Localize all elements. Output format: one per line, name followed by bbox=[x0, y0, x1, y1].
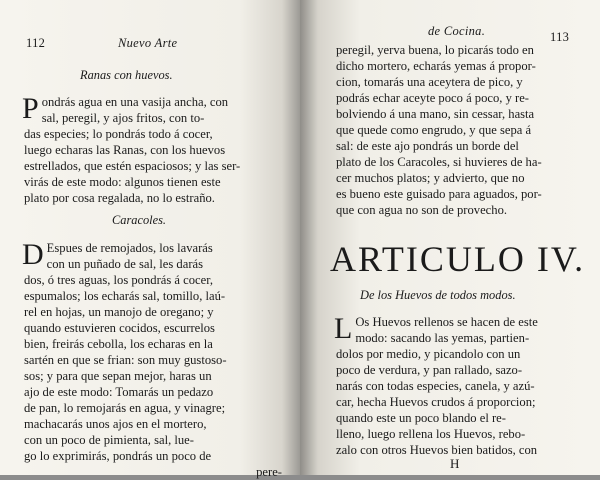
text-line: que con agua no son de provecho. bbox=[336, 203, 508, 217]
ranas-paragraph bbox=[24, 94, 282, 206]
heading-caracoles: Caracoles. bbox=[112, 213, 167, 227]
text-line: narás con todas especies, canela, y azú- bbox=[336, 379, 535, 393]
text-line: luego echaras las Ranas, con los huevos bbox=[24, 143, 226, 157]
text-line: plato por cosa regalada, no lo estraño. bbox=[24, 191, 215, 205]
right-page-number: 113 bbox=[550, 30, 570, 44]
right-running-title: de Cocina. bbox=[428, 24, 486, 38]
text-line: cer muchos platos; y advierto, que no bbox=[336, 171, 525, 185]
text-line: modo: sacando las yemas, partien- bbox=[355, 331, 530, 345]
caracoles-paragraph bbox=[24, 240, 282, 480]
text-line: das especies; lo pondrás todo á cocer, bbox=[24, 127, 213, 141]
text-line: poco de verdura, y pan rallado, sazo- bbox=[336, 363, 523, 377]
text-line: zalo con otros Huevos bien batidos, con bbox=[336, 443, 538, 457]
text-line: con un puñado de sal, les darás bbox=[46, 257, 203, 271]
text-line: estrellados, que estén espaciosos; y las ser- bbox=[24, 159, 241, 173]
left-page bbox=[0, 0, 300, 479]
heading-ranas: Ranas con huevos. bbox=[80, 68, 173, 82]
text-line: sartén en que se frian: son muy gustoso- bbox=[24, 353, 227, 367]
text-line: es bueno este guisado para aguados, por- bbox=[336, 187, 542, 201]
text-line: podrás echar aceyte poco á poco, y re- bbox=[336, 91, 530, 105]
text-line: bien, freirás cebolla, los echaras en la bbox=[24, 337, 213, 351]
text-line: dolos por medio, y picandolo con un bbox=[336, 347, 521, 361]
text-line: car, hecha Huevos crudos á proporcion; bbox=[336, 395, 536, 409]
continuation-paragraph bbox=[336, 42, 586, 218]
text-line: sal: de este ajo pondrás un borde del bbox=[336, 139, 519, 153]
text-line: quando este un poco blando el re- bbox=[336, 411, 506, 425]
text-line: dicho mortero, echarás yemas á propor- bbox=[336, 59, 536, 73]
text-line: que quede como engrudo, y que sepa á bbox=[336, 123, 532, 137]
text-line: espumalos; los echarás sal, tomillo, laú- bbox=[24, 289, 226, 303]
text-line: virás de este modo: algunos tienen este bbox=[24, 175, 221, 189]
text-line: sal, peregil, y ajos fritos, con to- bbox=[41, 111, 205, 125]
left-page-number: 112 bbox=[26, 36, 46, 50]
text-line: Espues de remojados, los lavarás bbox=[46, 241, 213, 255]
text-line: ajo de este modo: Tomarás un pedazo bbox=[24, 385, 214, 399]
drop-cap-l: L bbox=[334, 312, 353, 345]
text-line: Os Huevos rellenos se hacen de este bbox=[355, 315, 538, 329]
article-heading: ARTICULO IV. bbox=[330, 239, 586, 279]
right-page bbox=[300, 0, 600, 475]
text-line: machacarás unos ajos en el mortero, bbox=[24, 417, 207, 431]
text-line: ondrás agua en una vasija ancha, con bbox=[41, 95, 229, 109]
text-line: cion, tomarás una aceytera de pico, y bbox=[336, 75, 523, 89]
text-line: peregil, yerva buena, lo picarás todo en bbox=[336, 43, 534, 57]
drop-cap-p: P bbox=[22, 92, 39, 125]
text-line: sos; y para que sepan mejor, haras un bbox=[24, 369, 212, 383]
text-line: go lo exprimirás, pondrás un poco de bbox=[24, 449, 212, 463]
catchword: pere- bbox=[256, 465, 282, 479]
text-line: plato de los Caracoles, si huvieres de ha- bbox=[336, 155, 542, 169]
text-line: con un poco de pimienta, sal, lue- bbox=[24, 433, 194, 447]
text-line: dos, ó tres aguas, los pondrás á cocer, bbox=[24, 273, 214, 287]
signature-mark: H bbox=[450, 456, 460, 471]
text-line: rel en hojas, un manojo de oregano; y bbox=[24, 305, 214, 319]
text-line: lleno, luego rellena los Huevos, rebo- bbox=[336, 427, 526, 441]
text-line: bolviendo á una mano, sin cessar, hasta bbox=[336, 107, 535, 121]
text-line: quando estuvieren cocidos, escurrelos bbox=[24, 321, 215, 335]
left-running-title: Nuevo Arte bbox=[118, 36, 178, 50]
heading-huevos: De los Huevos de todos modos. bbox=[360, 288, 516, 302]
huevos-paragraph bbox=[336, 314, 586, 458]
drop-cap-d: D bbox=[22, 238, 44, 271]
text-line: de pan, lo remojarás en agua, y vinagre; bbox=[24, 401, 226, 415]
